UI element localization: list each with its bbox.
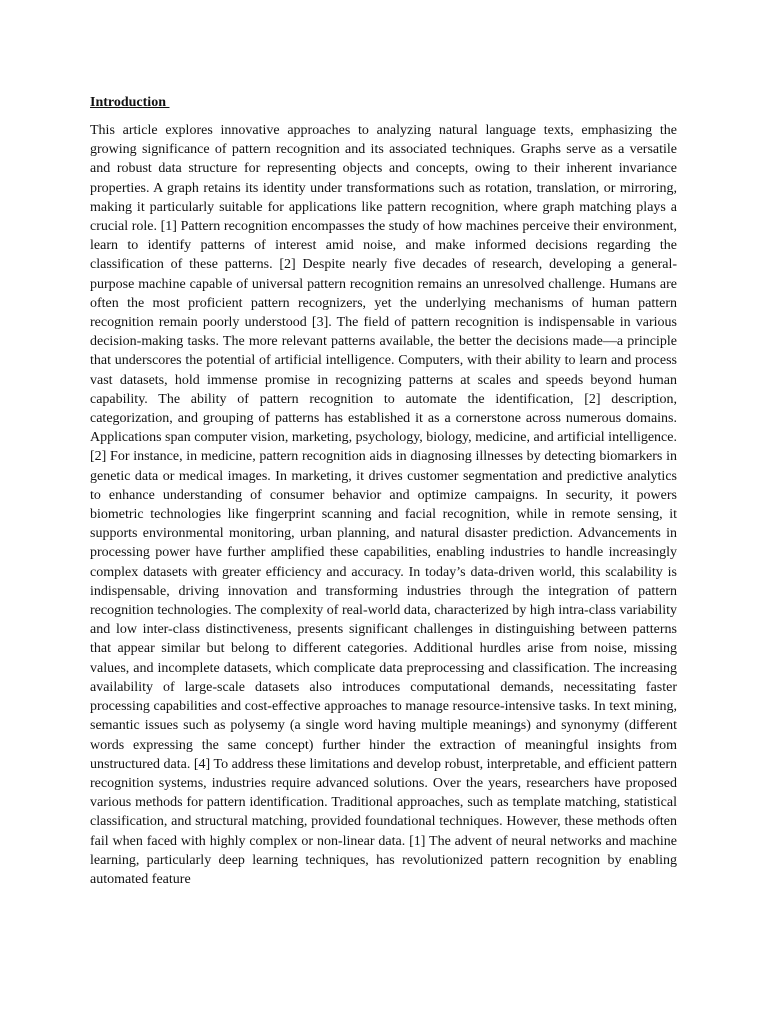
body-paragraph: This article explores innovative approaches to analyzing natural language texts, emphasizing the growing significance of pattern recognition and its associated techniques. Graphs serve as a versatile and robust data structure for representing objects and concepts, owing to their inherent invariance properties. A graph retains its identity under transformations such as rotation, translation, or mirroring, making it particularly suitable for applications like pattern recognition, where graph matching plays a crucial role. [1] Pattern recognition encompasses the study of how machines perceive their environment, learn to identify patterns of interest amid noise, and make informed decisions regarding the classification of these patterns. [2] Despite nearly five decades of research, developing a general-purpose machine capable of universal pattern recognition remains an unresolved challenge. Humans are often the most proficient pattern recognizers, yet the underlying mechanisms of human pattern recognition remain poorly understood [3]. The field of pattern recognition is indispensable in various decision-making tasks. The more relevant patterns available, the better the decisions made—a principle that underscores the potential of artificial intelligence. Computers, with their ability to learn and process vast datasets, hold immense promise in recognizing patterns at scales and speeds beyond human capability. The ability of pattern recognition to automate the identification, [2] description, categorization, and grouping of patterns has established it as a cornerstone across numerous domains. Applications span computer vision, marketing, psychology, biology, medicine, and artificial intelligence. [2] For instance, in medicine, pattern recognition aids in diagnosing illnesses by detecting biomarkers in genetic data or medical images. In marketing, it drives customer segmentation and predictive analytics to enhance understanding of consumer behavior and optimize campaigns. In security, it powers biometric technologies like fingerprint scanning and facial recognition, while in remote sensing, it supports environmental monitoring, urban planning, and natural disaster prediction. Advancements in processing power have further amplified these capabilities, enabling industries to handle increasingly complex datasets with greater efficiency and accuracy. In today’s data-driven world, this scalability is indispensable, driving innovation and transforming industries through the integration of pattern recognition technologies. The complexity of real-world data, characterized by high intra-class variability and low inter-class distinctiveness, presents significant challenges in distinguishing between patterns that appear similar but belong to different categories. Additional hurdles arise from noise, missing values, and incomplete datasets, which complicate data preprocessing and classification. The increasing availability of large-scale datasets also introduces computational demands, necessitating faster processing capabilities and cost-effective approaches to manage resource-intensive tasks. In text mining, semantic issues such as polysemy (a single word having multiple meanings) and synonymy (different words expressing the same concept) further hinder the extraction of meaningful insights from unstructured data. [4] To address these limitations and develop robust, interpretable, and efficient pattern recognition systems, industries require advanced solutions. Over the years, researchers have proposed various methods for pattern identification. Traditional approaches, such as template matching, statistical classification, and structural matching, provided foundational techniques. However, these methods often fail when faced with highly complex or non-linear data. [1] The advent of neural networks and machine learning, particularly deep learning techniques, has revolutionized pattern recognition by enabling automated feature bbox=[90, 123, 677, 887]
document-body bbox=[90, 93, 677, 889]
section-heading: Introduction bbox=[90, 95, 170, 110]
